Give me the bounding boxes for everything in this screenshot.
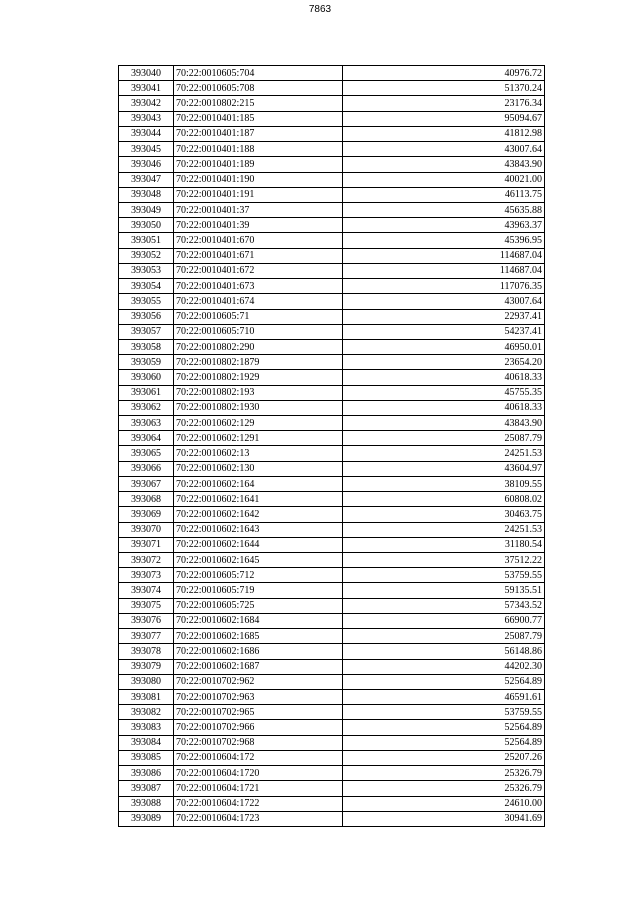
- row-number-cell: 393071: [119, 537, 174, 552]
- value-cell: 95094.67: [343, 111, 545, 126]
- row-number-cell: 393040: [119, 66, 174, 81]
- table-row: [119, 263, 545, 278]
- table-row: [119, 720, 545, 735]
- value-cell: 45396.95: [343, 233, 545, 248]
- value-cell: 114687.04: [343, 263, 545, 278]
- value-cell: 54237.41: [343, 324, 545, 339]
- value-cell: 38109.55: [343, 476, 545, 491]
- cadastral-number-cell: 70:22:0010401:187: [174, 126, 343, 141]
- table-row: [119, 461, 545, 476]
- table-row: [119, 111, 545, 126]
- row-number-cell: 393080: [119, 674, 174, 689]
- cadastral-number-cell: 70:22:0010702:965: [174, 705, 343, 720]
- value-cell: 40618.33: [343, 370, 545, 385]
- value-cell: 25087.79: [343, 629, 545, 644]
- cadastral-number-cell: 70:22:0010802:1929: [174, 370, 343, 385]
- table-row: [119, 431, 545, 446]
- value-cell: 46591.61: [343, 689, 545, 704]
- value-cell: 57343.52: [343, 598, 545, 613]
- value-cell: 40976.72: [343, 66, 545, 81]
- row-number-cell: 393057: [119, 324, 174, 339]
- value-cell: 52564.89: [343, 674, 545, 689]
- row-number-cell: 393078: [119, 644, 174, 659]
- row-number-cell: 393088: [119, 796, 174, 811]
- table-row: [119, 339, 545, 354]
- cadastral-number-cell: 70:22:0010702:963: [174, 689, 343, 704]
- cadastral-number-cell: 70:22:0010605:704: [174, 66, 343, 81]
- table-row: [119, 522, 545, 537]
- row-number-cell: 393042: [119, 96, 174, 111]
- table-row: [119, 492, 545, 507]
- value-cell: 51370.24: [343, 81, 545, 96]
- table-row: [119, 142, 545, 157]
- cadastral-number-cell: 70:22:0010605:710: [174, 324, 343, 339]
- row-number-cell: 393056: [119, 309, 174, 324]
- value-cell: 37512.22: [343, 553, 545, 568]
- cadastral-number-cell: 70:22:0010602:1684: [174, 613, 343, 628]
- value-cell: 43604.97: [343, 461, 545, 476]
- row-number-cell: 393043: [119, 111, 174, 126]
- value-cell: 25326.79: [343, 766, 545, 781]
- value-cell: 53759.55: [343, 568, 545, 583]
- cadastral-number-cell: 70:22:0010802:1930: [174, 400, 343, 415]
- value-cell: 24610.00: [343, 796, 545, 811]
- table-row: [119, 507, 545, 522]
- table-row: [119, 659, 545, 674]
- row-number-cell: 393079: [119, 659, 174, 674]
- cadastral-number-cell: 70:22:0010602:1685: [174, 629, 343, 644]
- cadastral-number-cell: 70:22:0010605:719: [174, 583, 343, 598]
- table-row: [119, 309, 545, 324]
- table-row: [119, 157, 545, 172]
- table-row: [119, 674, 545, 689]
- table-row: [119, 598, 545, 613]
- value-cell: 25326.79: [343, 781, 545, 796]
- cadastral-number-cell: 70:22:0010602:1642: [174, 507, 343, 522]
- value-cell: 23176.34: [343, 96, 545, 111]
- value-cell: 43843.90: [343, 416, 545, 431]
- cadastral-number-cell: 70:22:0010401:37: [174, 202, 343, 217]
- cadastral-number-cell: 70:22:0010802:290: [174, 339, 343, 354]
- cadastral-number-cell: 70:22:0010605:708: [174, 81, 343, 96]
- value-cell: 30941.69: [343, 811, 545, 826]
- cadastral-number-cell: 70:22:0010401:185: [174, 111, 343, 126]
- value-cell: 45635.88: [343, 202, 545, 217]
- row-number-cell: 393063: [119, 416, 174, 431]
- table-row: [119, 66, 545, 81]
- value-cell: 30463.75: [343, 507, 545, 522]
- table-row: [119, 126, 545, 141]
- row-number-cell: 393083: [119, 720, 174, 735]
- value-cell: 25207.26: [343, 750, 545, 765]
- table-row: [119, 553, 545, 568]
- row-number-cell: 393044: [119, 126, 174, 141]
- cadastral-number-cell: 70:22:0010602:1643: [174, 522, 343, 537]
- cadastral-number-cell: 70:22:0010602:130: [174, 461, 343, 476]
- row-number-cell: 393086: [119, 766, 174, 781]
- table-row: [119, 233, 545, 248]
- cadastral-number-cell: 70:22:0010401:189: [174, 157, 343, 172]
- row-number-cell: 393046: [119, 157, 174, 172]
- page-number: 7863: [308, 4, 332, 15]
- row-number-cell: 393053: [119, 263, 174, 278]
- cadastral-number-cell: 70:22:0010604:1721: [174, 781, 343, 796]
- row-number-cell: 393073: [119, 568, 174, 583]
- table-row: [119, 324, 545, 339]
- row-number-cell: 393076: [119, 613, 174, 628]
- table-body: [119, 66, 545, 827]
- cadastral-number-cell: 70:22:0010602:1687: [174, 659, 343, 674]
- table-row: [119, 355, 545, 370]
- row-number-cell: 393074: [119, 583, 174, 598]
- cadastral-number-cell: 70:22:0010602:1644: [174, 537, 343, 552]
- cadastral-number-cell: 70:22:0010602:129: [174, 416, 343, 431]
- row-number-cell: 393049: [119, 202, 174, 217]
- table-row: [119, 537, 545, 552]
- table-row: [119, 766, 545, 781]
- cadastral-number-cell: 70:22:0010802:215: [174, 96, 343, 111]
- row-number-cell: 393058: [119, 339, 174, 354]
- value-cell: 45755.35: [343, 385, 545, 400]
- value-cell: 40021.00: [343, 172, 545, 187]
- cadastral-number-cell: 70:22:0010401:673: [174, 279, 343, 294]
- value-cell: 66900.77: [343, 613, 545, 628]
- row-number-cell: 393068: [119, 492, 174, 507]
- row-number-cell: 393070: [119, 522, 174, 537]
- cadastral-number-cell: 70:22:0010401:190: [174, 172, 343, 187]
- cadastral-number-cell: 70:22:0010602:1686: [174, 644, 343, 659]
- value-cell: 117076.35: [343, 279, 545, 294]
- cadastral-number-cell: 70:22:0010605:725: [174, 598, 343, 613]
- value-cell: 53759.55: [343, 705, 545, 720]
- cadastral-number-cell: 70:22:0010602:1645: [174, 553, 343, 568]
- table-row: [119, 218, 545, 233]
- value-cell: 60808.02: [343, 492, 545, 507]
- value-cell: 40618.33: [343, 400, 545, 415]
- row-number-cell: 393077: [119, 629, 174, 644]
- cadastral-number-cell: 70:22:0010802:193: [174, 385, 343, 400]
- row-number-cell: 393064: [119, 431, 174, 446]
- row-number-cell: 393075: [119, 598, 174, 613]
- value-cell: 43007.64: [343, 142, 545, 157]
- table-row: [119, 689, 545, 704]
- cadastral-number-cell: 70:22:0010604:1722: [174, 796, 343, 811]
- table-row: [119, 187, 545, 202]
- table-row: [119, 811, 545, 826]
- table-row: [119, 279, 545, 294]
- value-cell: 114687.04: [343, 248, 545, 263]
- row-number-cell: 393081: [119, 689, 174, 704]
- table-row: [119, 294, 545, 309]
- cadastral-number-cell: 70:22:0010702:962: [174, 674, 343, 689]
- cadastral-number-cell: 70:22:0010602:1291: [174, 431, 343, 446]
- row-number-cell: 393060: [119, 370, 174, 385]
- cadastral-number-cell: 70:22:0010602:164: [174, 476, 343, 491]
- cadastral-number-cell: 70:22:0010602:1641: [174, 492, 343, 507]
- cadastral-number-cell: 70:22:0010401:188: [174, 142, 343, 157]
- value-cell: 43843.90: [343, 157, 545, 172]
- cadastral-number-cell: 70:22:0010702:968: [174, 735, 343, 750]
- row-number-cell: 393065: [119, 446, 174, 461]
- table-row: [119, 385, 545, 400]
- table-row: [119, 446, 545, 461]
- value-cell: 44202.30: [343, 659, 545, 674]
- value-cell: 43963.37: [343, 218, 545, 233]
- table-row: [119, 644, 545, 659]
- row-number-cell: 393061: [119, 385, 174, 400]
- cadastral-number-cell: 70:22:0010401:671: [174, 248, 343, 263]
- row-number-cell: 393085: [119, 750, 174, 765]
- table-row: [119, 172, 545, 187]
- cadastral-number-cell: 70:22:0010401:670: [174, 233, 343, 248]
- table-row: [119, 583, 545, 598]
- table-row: [119, 796, 545, 811]
- row-number-cell: 393045: [119, 142, 174, 157]
- row-number-cell: 393055: [119, 294, 174, 309]
- value-cell: 24251.53: [343, 522, 545, 537]
- table-row: [119, 750, 545, 765]
- cadastral-number-cell: 70:22:0010401:191: [174, 187, 343, 202]
- value-cell: 43007.64: [343, 294, 545, 309]
- cadastral-number-cell: 70:22:0010604:1720: [174, 766, 343, 781]
- row-number-cell: 393047: [119, 172, 174, 187]
- row-number-cell: 393051: [119, 233, 174, 248]
- value-cell: 46950.01: [343, 339, 545, 354]
- table-row: [119, 476, 545, 491]
- value-cell: 59135.51: [343, 583, 545, 598]
- row-number-cell: 393087: [119, 781, 174, 796]
- table-row: [119, 96, 545, 111]
- cadastral-number-cell: 70:22:0010802:1879: [174, 355, 343, 370]
- cadastral-number-cell: 70:22:0010604:1723: [174, 811, 343, 826]
- table-row: [119, 781, 545, 796]
- value-cell: 56148.86: [343, 644, 545, 659]
- table-row: [119, 248, 545, 263]
- cadastral-number-cell: 70:22:0010602:13: [174, 446, 343, 461]
- cadastral-number-cell: 70:22:0010604:172: [174, 750, 343, 765]
- value-cell: 41812.98: [343, 126, 545, 141]
- table-row: [119, 370, 545, 385]
- table-row: [119, 735, 545, 750]
- row-number-cell: 393041: [119, 81, 174, 96]
- table-row: [119, 202, 545, 217]
- cadastral-number-cell: 70:22:0010401:674: [174, 294, 343, 309]
- value-cell: 52564.89: [343, 720, 545, 735]
- value-cell: 31180.54: [343, 537, 545, 552]
- row-number-cell: 393062: [119, 400, 174, 415]
- row-number-cell: 393089: [119, 811, 174, 826]
- row-number-cell: 393067: [119, 476, 174, 491]
- row-number-cell: 393069: [119, 507, 174, 522]
- row-number-cell: 393084: [119, 735, 174, 750]
- table-row: [119, 400, 545, 415]
- value-cell: 23654.20: [343, 355, 545, 370]
- table-row: [119, 416, 545, 431]
- cadastral-number-cell: 70:22:0010401:39: [174, 218, 343, 233]
- cadastral-number-cell: 70:22:0010605:712: [174, 568, 343, 583]
- value-cell: 25087.79: [343, 431, 545, 446]
- cadastral-number-cell: 70:22:0010401:672: [174, 263, 343, 278]
- row-number-cell: 393052: [119, 248, 174, 263]
- row-number-cell: 393072: [119, 553, 174, 568]
- value-cell: 46113.75: [343, 187, 545, 202]
- cadastral-value-table: [118, 65, 545, 827]
- row-number-cell: 393050: [119, 218, 174, 233]
- table-row: [119, 613, 545, 628]
- value-cell: 24251.53: [343, 446, 545, 461]
- cadastral-number-cell: 70:22:0010605:71: [174, 309, 343, 324]
- row-number-cell: 393048: [119, 187, 174, 202]
- value-cell: 22937.41: [343, 309, 545, 324]
- cadastral-number-cell: 70:22:0010702:966: [174, 720, 343, 735]
- row-number-cell: 393066: [119, 461, 174, 476]
- row-number-cell: 393059: [119, 355, 174, 370]
- row-number-cell: 393082: [119, 705, 174, 720]
- value-cell: 52564.89: [343, 735, 545, 750]
- table-row: [119, 81, 545, 96]
- row-number-cell: 393054: [119, 279, 174, 294]
- table-row: [119, 629, 545, 644]
- table-row: [119, 568, 545, 583]
- table-row: [119, 705, 545, 720]
